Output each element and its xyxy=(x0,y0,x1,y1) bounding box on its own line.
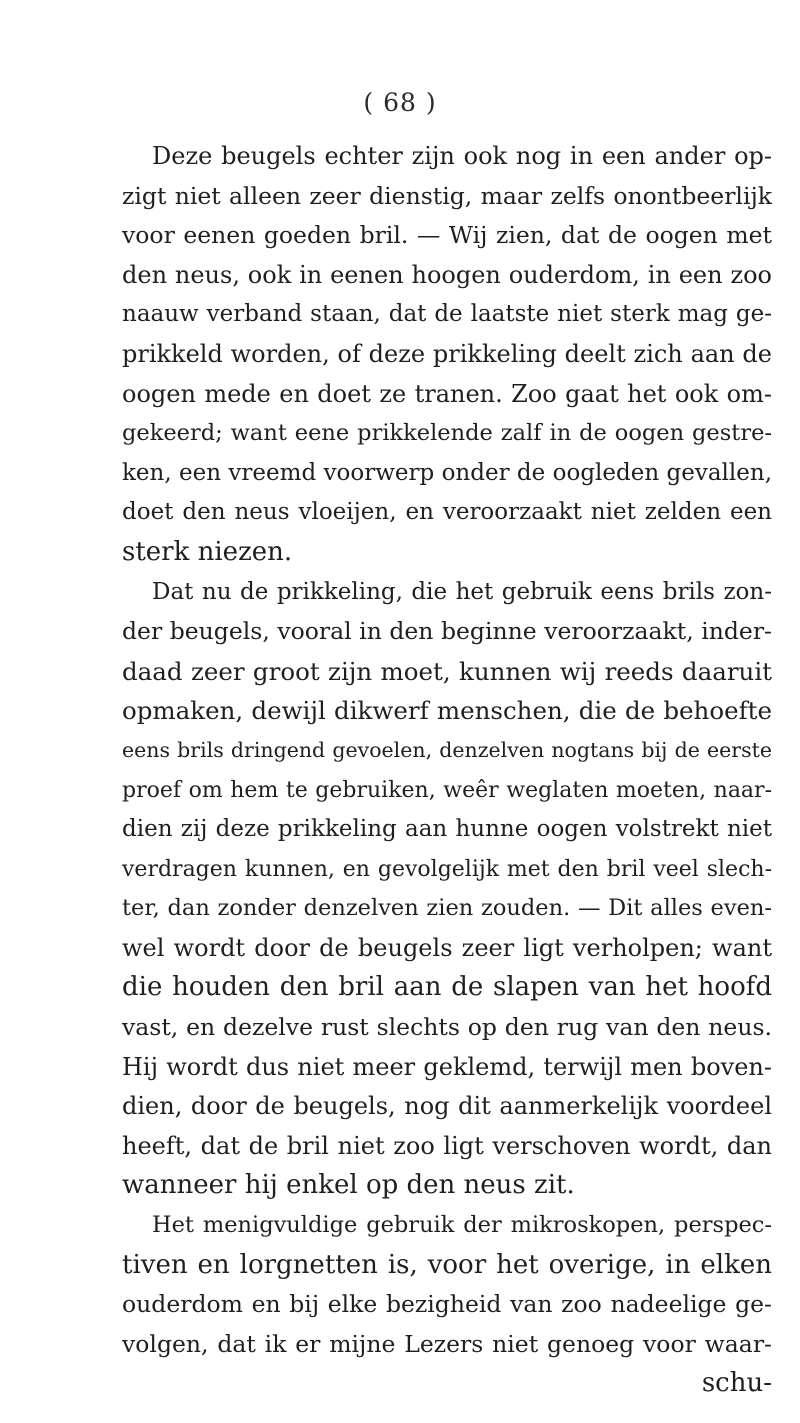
text-line: vast, en dezelve rust slechts op den rug van den neus. xyxy=(122,1013,772,1042)
text-line: wanneer hij enkel op den neus zit. xyxy=(122,1170,575,1201)
paragraph-1 xyxy=(122,137,772,573)
text-line: zigt niet alleen zeer dienstig, maar zelfs onontbeerlijk xyxy=(122,181,772,210)
catchword: schu- xyxy=(701,1368,772,1399)
text-line: Het menigvuldige gebruik der mikroskopen, perspec- xyxy=(152,1212,772,1239)
text-line: ouderdom en bij elke bezigheid van zoo nadeelige ge- xyxy=(122,1290,772,1319)
body-text xyxy=(122,137,772,1404)
text-line: heeft, dat de bril niet zoo ligt verschoven wordt, dan xyxy=(122,1131,772,1160)
text-line: sterk niezen. xyxy=(122,536,293,567)
text-line: verdragen kunnen, en gevolgelijk met den bril veel slech- xyxy=(122,856,772,882)
text-line: doet den neus vloeijen, en veroorzaakt niet zelden een xyxy=(122,499,772,526)
text-line: den neus, ook in eenen hoogen ouderdom, in een zoo xyxy=(122,260,772,289)
text-line: Deze beugels echter zijn ook nog in een ander op- xyxy=(152,142,772,170)
text-line: die houden den bril aan de slapen van het hoofd xyxy=(122,972,772,1003)
text-line: tiven en lorgnetten is, voor het overige, in elken xyxy=(122,1249,772,1280)
text-line: opmaken, dewijl dikwerf menschen, die de behoefte xyxy=(122,696,772,726)
text-line: der beugels, vooral in den beginne veroorzaakt, inder- xyxy=(122,617,772,646)
text-line: gekeerd; want eene prikkelende zalf in de oogen gestre- xyxy=(122,420,772,447)
paragraph-3 xyxy=(122,1206,772,1364)
page-number: ( 68 ) xyxy=(363,88,437,117)
text-line: ter, dan zonder denzelven zien zouden. — Dit alles even- xyxy=(122,895,772,922)
text-line: volgen, dat ik er mijne Lezers niet genoeg voor waar- xyxy=(122,1329,772,1358)
text-line: Dat nu de prikkeling, die het gebruik eens brils zon- xyxy=(152,578,772,605)
paragraph-2 xyxy=(122,573,772,1207)
text-line: proef om hem te gebruiken, weêr weglaten moeten, naar- xyxy=(122,777,772,803)
text-line: wel wordt door de beugels zeer ligt verholpen; want xyxy=(122,933,772,962)
text-line: Hij wordt dus niet meer geklemd, terwijl men boven- xyxy=(122,1052,772,1081)
text-line: dien zij deze prikkeling aan hunne oogen volstrekt niet xyxy=(122,816,772,843)
text-line: daad zeer groot zijn moet, kunnen wij reeds daaruit xyxy=(122,656,772,686)
text-line: eens brils dringend gevoelen, denzelven nogtans bij de eerste xyxy=(122,737,772,762)
text-line: oogen mede en doet ze tranen. Zoo gaat het ook om- xyxy=(122,379,772,408)
text-line: prikkeld worden, of deze prikkeling deelt zich aan de xyxy=(122,339,772,368)
text-line: voor eenen goeden bril. — Wij zien, dat de oogen met xyxy=(122,221,772,250)
text-line: ken, een vreemd voorwerp onder de oogleden gevallen, xyxy=(122,459,772,486)
text-line: dien, door de beugels, nog dit aanmerkelijk voordeel xyxy=(122,1092,772,1121)
text-line: naauw verband staan, dat de laatste niet sterk mag ge- xyxy=(122,301,772,328)
